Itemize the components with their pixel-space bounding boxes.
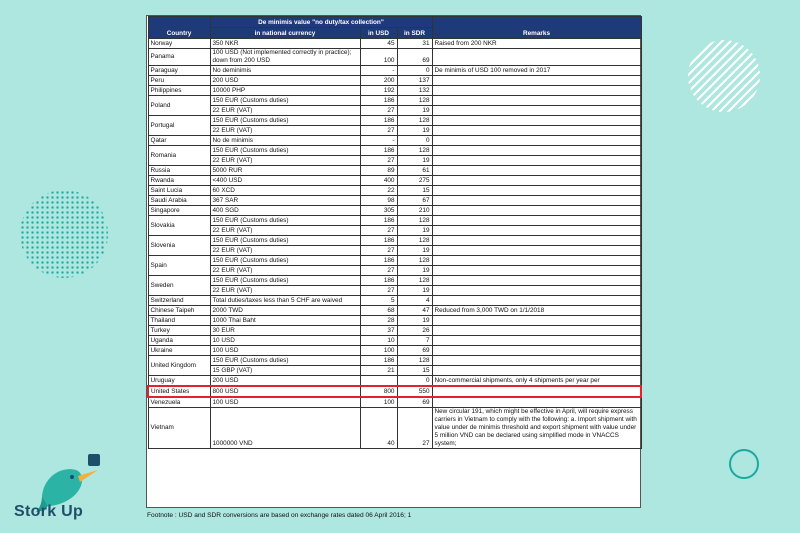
country-cell: Rwanda bbox=[148, 176, 210, 186]
country-cell: Singapore bbox=[148, 206, 210, 216]
rem-cell bbox=[432, 336, 641, 346]
nat-cell: 1000 Thai Baht bbox=[210, 316, 360, 326]
sdr-cell: 132 bbox=[397, 86, 432, 96]
country-cell: Panama bbox=[148, 49, 210, 66]
rem-cell bbox=[432, 397, 641, 408]
sdr-cell: 128 bbox=[397, 216, 432, 226]
table-row bbox=[148, 386, 641, 397]
country-cell: Poland bbox=[148, 96, 210, 116]
usd-cell: 186 bbox=[360, 116, 397, 126]
table-body bbox=[148, 39, 641, 449]
sdr-cell: 67 bbox=[397, 196, 432, 206]
usd-cell: 98 bbox=[360, 196, 397, 206]
nat-cell: 100 USD (Not implemented correctly in practice); down from 200 USD bbox=[210, 49, 360, 66]
dot-pattern-decoration bbox=[20, 190, 108, 278]
sdr-cell: 19 bbox=[397, 246, 432, 256]
rem-cell bbox=[432, 366, 641, 376]
table-row bbox=[148, 49, 641, 66]
usd-cell: 27 bbox=[360, 266, 397, 276]
sdr-cell: 26 bbox=[397, 326, 432, 336]
table-row bbox=[148, 336, 641, 346]
nat-cell: 22 EUR (VAT) bbox=[210, 226, 360, 236]
rem-cell bbox=[432, 236, 641, 246]
usd-cell: 5 bbox=[360, 296, 397, 306]
sdr-cell: 128 bbox=[397, 276, 432, 286]
deminimis-table-sheet bbox=[146, 15, 641, 508]
nat-cell: 15 GBP (VAT) bbox=[210, 366, 360, 376]
rem-cell bbox=[432, 346, 641, 356]
country-cell: Spain bbox=[148, 256, 210, 276]
country-cell: Portugal bbox=[148, 116, 210, 136]
sdr-cell: 69 bbox=[397, 397, 432, 408]
usd-cell: 100 bbox=[360, 346, 397, 356]
usd-cell: 186 bbox=[360, 146, 397, 156]
usd-cell: 400 bbox=[360, 176, 397, 186]
rem-cell: De minimis of USD 100 removed in 2017 bbox=[432, 66, 641, 76]
usd-cell bbox=[360, 376, 397, 387]
rem-cell bbox=[432, 386, 641, 397]
usd-cell: 27 bbox=[360, 226, 397, 236]
nat-cell: 150 EUR (Customs duties) bbox=[210, 116, 360, 126]
sdr-cell: 47 bbox=[397, 306, 432, 316]
usd-cell: 21 bbox=[360, 366, 397, 376]
nat-cell: 150 EUR (Customs duties) bbox=[210, 146, 360, 156]
table-row bbox=[148, 256, 641, 266]
rem-cell bbox=[432, 326, 641, 336]
sdr-cell: 210 bbox=[397, 206, 432, 216]
sdr-cell: 69 bbox=[397, 346, 432, 356]
sdr-cell: 7 bbox=[397, 336, 432, 346]
rem-cell bbox=[432, 106, 641, 116]
nat-cell: 200 USD bbox=[210, 76, 360, 86]
sdr-cell: 15 bbox=[397, 186, 432, 196]
country-cell: Saudi Arabia bbox=[148, 196, 210, 206]
nat-cell: 100 USD bbox=[210, 346, 360, 356]
table-row bbox=[148, 96, 641, 106]
nat-cell: No de minimis bbox=[210, 136, 360, 146]
rem-cell: Non-commercial shipments, only 4 shipments per year per bbox=[432, 376, 641, 387]
nat-cell: 22 EUR (VAT) bbox=[210, 106, 360, 116]
usd-cell: - bbox=[360, 66, 397, 76]
sdr-cell: 137 bbox=[397, 76, 432, 86]
table-row bbox=[148, 286, 641, 296]
country-cell: Ukraine bbox=[148, 346, 210, 356]
country-cell: Slovakia bbox=[148, 216, 210, 236]
country-cell: Venezuela bbox=[148, 397, 210, 408]
table-row bbox=[148, 296, 641, 306]
rem-cell bbox=[432, 296, 641, 306]
table-row bbox=[148, 236, 641, 246]
usd-cell: 37 bbox=[360, 326, 397, 336]
sdr-cell: 19 bbox=[397, 226, 432, 236]
country-cell: Russia bbox=[148, 166, 210, 176]
usd-cell: 40 bbox=[360, 408, 397, 449]
usd-cell: 10 bbox=[360, 336, 397, 346]
table-row bbox=[148, 226, 641, 236]
rem-cell bbox=[432, 226, 641, 236]
country-cell: United Kingdom bbox=[148, 356, 210, 376]
nat-cell: 22 EUR (VAT) bbox=[210, 266, 360, 276]
header-sdr: in SDR bbox=[397, 28, 432, 39]
table-row bbox=[148, 206, 641, 216]
rem-cell bbox=[432, 136, 641, 146]
sdr-cell: 128 bbox=[397, 356, 432, 366]
nat-cell: 5000 RUR bbox=[210, 166, 360, 176]
sdr-cell: 19 bbox=[397, 316, 432, 326]
table-row bbox=[148, 376, 641, 387]
usd-cell: 27 bbox=[360, 106, 397, 116]
country-cell: Peru bbox=[148, 76, 210, 86]
sdr-cell: 19 bbox=[397, 286, 432, 296]
nat-cell: 150 EUR (Customs duties) bbox=[210, 96, 360, 106]
rem-cell bbox=[432, 286, 641, 296]
nat-cell: 10 USD bbox=[210, 336, 360, 346]
nat-cell: 400 SGD bbox=[210, 206, 360, 216]
sdr-cell: 19 bbox=[397, 106, 432, 116]
country-cell: Thailand bbox=[148, 316, 210, 326]
rem-cell: Reduced from 3,000 TWD on 1/1/2018 bbox=[432, 306, 641, 316]
striped-circle-decoration bbox=[688, 40, 760, 112]
sdr-cell: 19 bbox=[397, 266, 432, 276]
sdr-cell: 31 bbox=[397, 39, 432, 49]
usd-cell: 186 bbox=[360, 276, 397, 286]
usd-cell: - bbox=[360, 136, 397, 146]
country-cell: Norway bbox=[148, 39, 210, 49]
nat-cell: 200 USD bbox=[210, 376, 360, 387]
rem-cell bbox=[432, 196, 641, 206]
nat-cell: 150 EUR (Customs duties) bbox=[210, 236, 360, 246]
rem-cell bbox=[432, 146, 641, 156]
rem-cell bbox=[432, 86, 641, 96]
rem-cell bbox=[432, 256, 641, 266]
header-remarks: Remarks bbox=[432, 17, 641, 39]
table-row bbox=[148, 346, 641, 356]
rem-cell bbox=[432, 356, 641, 366]
table-row bbox=[148, 166, 641, 176]
nat-cell: 30 EUR bbox=[210, 326, 360, 336]
header-national-currency: in national currency bbox=[210, 28, 360, 39]
rem-cell bbox=[432, 166, 641, 176]
sdr-cell: 550 bbox=[397, 386, 432, 397]
rem-cell bbox=[432, 266, 641, 276]
sdr-cell: 15 bbox=[397, 366, 432, 376]
rem-cell: Raised from 200 NKR bbox=[432, 39, 641, 49]
sdr-cell: 69 bbox=[397, 49, 432, 66]
table-row bbox=[148, 176, 641, 186]
table-row bbox=[148, 356, 641, 366]
table-row bbox=[148, 66, 641, 76]
sdr-cell: 128 bbox=[397, 116, 432, 126]
ring-decoration bbox=[729, 449, 759, 479]
sdr-cell: 61 bbox=[397, 166, 432, 176]
usd-cell: 186 bbox=[360, 256, 397, 266]
rem-cell bbox=[432, 206, 641, 216]
header-deminimis: De minimis value "no duty/tax collection" bbox=[210, 17, 432, 28]
usd-cell: 186 bbox=[360, 356, 397, 366]
sdr-cell: 19 bbox=[397, 156, 432, 166]
country-cell: Switzerland bbox=[148, 296, 210, 306]
nat-cell: 2000 TWD bbox=[210, 306, 360, 316]
rem-cell bbox=[432, 216, 641, 226]
country-cell: Uruguay bbox=[148, 376, 210, 387]
country-cell: United States bbox=[148, 386, 210, 397]
usd-cell: 192 bbox=[360, 86, 397, 96]
rem-cell bbox=[432, 186, 641, 196]
sdr-cell: 0 bbox=[397, 66, 432, 76]
table-row bbox=[148, 408, 641, 449]
table-row bbox=[148, 156, 641, 166]
nat-cell: 22 EUR (VAT) bbox=[210, 126, 360, 136]
usd-cell: 27 bbox=[360, 286, 397, 296]
nat-cell: Total duties/taxes less than 5 CHF are waived bbox=[210, 296, 360, 306]
table-row bbox=[148, 196, 641, 206]
sdr-cell: 19 bbox=[397, 126, 432, 136]
usd-cell: 45 bbox=[360, 39, 397, 49]
usd-cell: 89 bbox=[360, 166, 397, 176]
country-cell: Philippines bbox=[148, 86, 210, 96]
rem-cell bbox=[432, 116, 641, 126]
nat-cell: No deminimis bbox=[210, 66, 360, 76]
usd-cell: 27 bbox=[360, 156, 397, 166]
usd-cell: 27 bbox=[360, 246, 397, 256]
sdr-cell: 128 bbox=[397, 96, 432, 106]
country-cell: Uganda bbox=[148, 336, 210, 346]
table-row bbox=[148, 86, 641, 96]
country-cell: Vietnam bbox=[148, 408, 210, 449]
usd-cell: 305 bbox=[360, 206, 397, 216]
rem-cell bbox=[432, 156, 641, 166]
country-cell: Paraguay bbox=[148, 66, 210, 76]
nat-cell: 150 EUR (Customs duties) bbox=[210, 216, 360, 226]
usd-cell: 27 bbox=[360, 126, 397, 136]
country-cell: Qatar bbox=[148, 136, 210, 146]
usd-cell: 800 bbox=[360, 386, 397, 397]
rem-cell bbox=[432, 176, 641, 186]
nat-cell: 22 EUR (VAT) bbox=[210, 156, 360, 166]
sdr-cell: 128 bbox=[397, 256, 432, 266]
usd-cell: 186 bbox=[360, 236, 397, 246]
usd-cell: 200 bbox=[360, 76, 397, 86]
table-row bbox=[148, 126, 641, 136]
sdr-cell: 128 bbox=[397, 146, 432, 156]
usd-cell: 22 bbox=[360, 186, 397, 196]
table-row bbox=[148, 146, 641, 156]
table-row bbox=[148, 276, 641, 286]
table-row bbox=[148, 266, 641, 276]
country-cell: Saint Lucia bbox=[148, 186, 210, 196]
country-cell: Slovenia bbox=[148, 236, 210, 256]
nat-cell: 150 EUR (Customs duties) bbox=[210, 256, 360, 266]
usd-cell: 186 bbox=[360, 216, 397, 226]
usd-cell: 186 bbox=[360, 96, 397, 106]
rem-cell bbox=[432, 126, 641, 136]
table-row bbox=[148, 306, 641, 316]
usd-cell: 28 bbox=[360, 316, 397, 326]
table-row bbox=[148, 39, 641, 49]
country-cell: Chinese Taipeh bbox=[148, 306, 210, 316]
rem-cell bbox=[432, 96, 641, 106]
table-row bbox=[148, 397, 641, 408]
usd-cell: 68 bbox=[360, 306, 397, 316]
table-row bbox=[148, 186, 641, 196]
sdr-cell: 0 bbox=[397, 136, 432, 146]
rem-cell bbox=[432, 76, 641, 86]
table-row bbox=[148, 246, 641, 256]
nat-cell: <400 USD bbox=[210, 176, 360, 186]
country-cell: Romania bbox=[148, 146, 210, 166]
table-row bbox=[148, 326, 641, 336]
table-row bbox=[148, 366, 641, 376]
header-country: Country bbox=[148, 17, 210, 39]
nat-cell: 150 EUR (Customs duties) bbox=[210, 356, 360, 366]
rem-cell bbox=[432, 246, 641, 256]
rem-cell bbox=[432, 316, 641, 326]
nat-cell: 22 EUR (VAT) bbox=[210, 246, 360, 256]
header-usd: in USD bbox=[360, 28, 397, 39]
footnote: Footnote : USD and SDR conversions are based on exchange rates dated 06 April 2016; 1 bbox=[147, 512, 412, 519]
usd-cell: 100 bbox=[360, 397, 397, 408]
country-cell: Sweden bbox=[148, 276, 210, 296]
nat-cell: 100 USD bbox=[210, 397, 360, 408]
country-cell: Turkey bbox=[148, 326, 210, 336]
rem-cell bbox=[432, 276, 641, 286]
sdr-cell: 27 bbox=[397, 408, 432, 449]
nat-cell: 10000 PHP bbox=[210, 86, 360, 96]
table-row bbox=[148, 76, 641, 86]
nat-cell: 150 EUR (Customs duties) bbox=[210, 276, 360, 286]
usd-cell: 100 bbox=[360, 49, 397, 66]
sdr-cell: 4 bbox=[397, 296, 432, 306]
nat-cell: 60 XCD bbox=[210, 186, 360, 196]
table-row bbox=[148, 316, 641, 326]
nat-cell: 350 NKR bbox=[210, 39, 360, 49]
table-row bbox=[148, 106, 641, 116]
nat-cell: 367 SAR bbox=[210, 196, 360, 206]
sdr-cell: 275 bbox=[397, 176, 432, 186]
deminimis-table bbox=[147, 16, 642, 449]
table-row bbox=[148, 216, 641, 226]
rem-cell bbox=[432, 49, 641, 66]
table-row bbox=[148, 116, 641, 126]
nat-cell: 22 EUR (VAT) bbox=[210, 286, 360, 296]
sdr-cell: 128 bbox=[397, 236, 432, 246]
rem-cell: New circular 191, which might be effective in April, will require express carriers in Vietnam to comply with the following: a. Import shipment with value under de minimis threshold and export shipment with value under 5 million VND can be declared using simplified mode in VNACCS system; bbox=[432, 408, 641, 449]
sdr-cell: 0 bbox=[397, 376, 432, 387]
brand-name: Stork Up bbox=[14, 503, 84, 520]
nat-cell: 800 USD bbox=[210, 386, 360, 397]
table-row bbox=[148, 136, 641, 146]
nat-cell: 1000000 VND bbox=[210, 408, 360, 449]
